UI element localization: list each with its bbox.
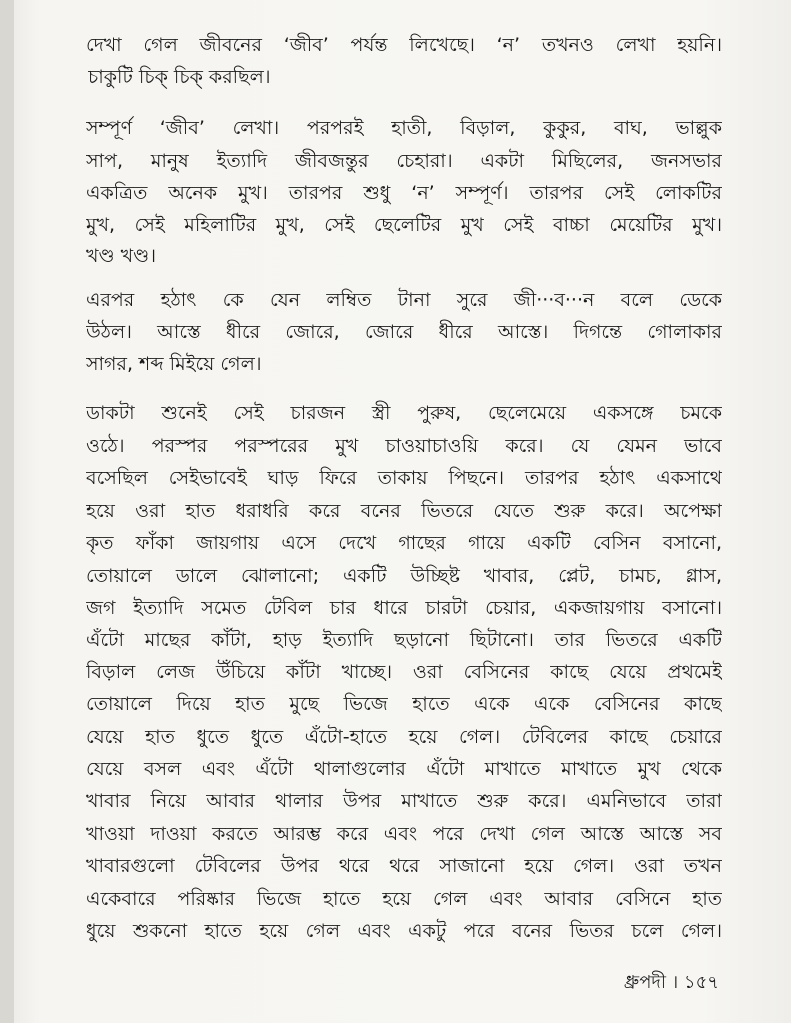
text-line: চাকুটি চিক্ চিক্ করছিল। [88, 66, 271, 88]
page-number: ১৫৭ [683, 972, 719, 993]
page-binding-edge [0, 0, 14, 1023]
text-line: দেখা গেল জীবনের ‘জীব’ পর্যন্ত লিখেছে। ‘ন’ তখনও লেখা হয়নি। [86, 34, 722, 56]
text-line: খাবার নিয়ে আবার থালার উপর মাখাতে শুরু করে। এমনিভাবে তারা [86, 790, 722, 812]
text-line: এরপর হঠাৎ কে যেন লম্বিত টানা সুরে জী···ব···ন বলে ডেকে [86, 289, 722, 311]
text-line: হয়ে ওরা হাত ধরাধরি করে বনের ভিতরে যেতে শুরু করে। অপেক্ষা [86, 500, 722, 522]
text-line: সাপ, মানুষ ইত্যাদি জীবজন্তুর চেহারা। একটা মিছিলের, জনসভার [86, 150, 722, 172]
text-line: একেবারে পরিষ্কার ভিজে হাতে হয়ে গেল এবং আবার বেসিনে হাত [86, 888, 722, 910]
text-line: জগ ইত্যাদি সমেত টেবিল চার ধারে চারটা চেয়ার, একজায়গায় বসানো। [86, 597, 722, 619]
footer-separator: । [671, 972, 679, 993]
text-line: খাওয়া দাওয়া করতে আরম্ভ করে এবং পরে দেখা গেল আস্তে আস্তে সব [86, 823, 722, 845]
text-line: ধুয়ে শুকনো হাতে হয়ে গেল এবং একটু পরে বনের ভিতর চলে গেল। [86, 920, 722, 942]
text-line: তোয়ালে ডালে ঝোলানো; একটি উচ্ছিষ্ট খাবার, প্লেট, চামচ, গ্লাস, [86, 565, 722, 587]
text-line: এঁটো মাছের কাঁটা, হাড় ইত্যাদি ছড়ানো ছিটানো। তার ভিতরে একটি [86, 629, 722, 651]
text-line: ওঠে। পরস্পর পরস্পরের মুখ চাওয়াচাওয়ি করে। যে যেমন ভাবে [86, 435, 722, 457]
text-line: উঠল। আস্তে ধীরে জোরে, জোরে ধীরে আস্তে। দিগন্তে গোলাকার [86, 321, 722, 343]
text-line: একত্রিত অনেক মুখ। তারপর শুধু ‘ন’ সম্পূর্ণ। তারপর সেই লোকটির [86, 182, 722, 204]
text-line: কৃত ফাঁকা জায়গায় এসে দেখে গাছের গায়ে একটি বেসিন বসানো, [86, 532, 722, 554]
text-line: মুখ, সেই মহিলাটির মুখ, সেই ছেলেটির মুখ সেই বাচ্চা মেয়েটির মুখ। [86, 214, 722, 236]
text-line: তোয়ালে দিয়ে হাত মুছে ভিজে হাতে একে একে বেসিনের কাছে [86, 693, 722, 715]
text-line: সম্পূর্ণ ‘জীব’ লেখা। পরপরই হাতী, বিড়াল, কুকুর, বাঘ, ভাল্লুক [86, 117, 722, 139]
text-line: যেয়ে হাত ধুতে ধুতে এঁটো-হাতে হয়ে গেল। টেবিলের কাছে চেয়ারে [86, 726, 722, 748]
text-line: বিড়াল লেজ উঁচিয়ে কাঁটা খাচ্ছে। ওরা বেসিনের কাছে যেয়ে প্রথমেই [86, 661, 722, 683]
text-line: সাগর, শব্দ মিইয়ে গেল। [86, 353, 262, 375]
text-line: ডাকটা শুনেই সেই চারজন স্ত্রী পুরুষ, ছেলেমেয়ে একসঙ্গে চমকে [86, 402, 722, 424]
text-line: যেয়ে বসল এবং এঁটো থালাগুলোর এঁটো মাখাতে মাখাতে মুখ থেকে [86, 758, 722, 780]
text-line: বসেছিল সেইভাবেই ঘাড় ফিরে তাকায় পিছনে। তারপর হঠাৎ একসাথে [86, 467, 722, 489]
running-title: ধ্রুপদী [623, 972, 667, 993]
page-footer [624, 968, 719, 999]
text-line: খণ্ড খণ্ড। [86, 245, 157, 267]
text-line: খাবারগুলো টেবিলের উপর থরে থরে সাজানো হয়ে গেল। ওরা তখন [86, 855, 722, 877]
